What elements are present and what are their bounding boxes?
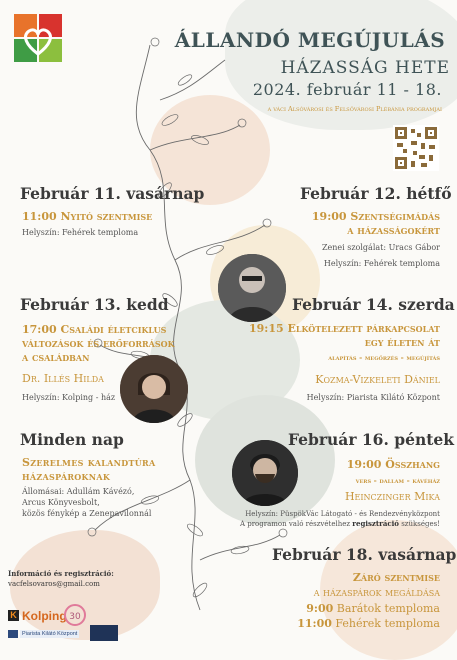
registration-suffix: szükséges! bbox=[401, 520, 440, 528]
feb14-day-heading: Február 14. szerda bbox=[292, 295, 455, 314]
speaker-photo-uracs bbox=[218, 254, 286, 322]
feb11-day-heading: Február 11. vasárnap bbox=[20, 184, 205, 203]
feb14-event-title-1: 19:15 Elkötelezett párkapcsolat bbox=[249, 322, 440, 335]
feb14-speaker: Kozma-Vizkeleti Dániel bbox=[315, 373, 440, 386]
feb13-speaker: Dr. Illés Hilda bbox=[22, 372, 104, 385]
mass2-time: 11:00 bbox=[297, 617, 332, 630]
feb14-location: Helyszín: Piarista Kilátó Központ bbox=[306, 393, 440, 402]
feb13-event-title-1: 17:00 Családi életciklus bbox=[22, 323, 167, 336]
feb16-day-heading: Február 16. péntek bbox=[288, 430, 454, 449]
puspokvac-logo-icon bbox=[90, 625, 118, 641]
feb16-registration-note bbox=[200, 519, 440, 529]
contact-email[interactable]: vacfelsovaros@gmail.com bbox=[8, 580, 100, 588]
daily-heading: Minden nap bbox=[20, 430, 124, 449]
piarista-wordmark: Piarista Kilátó Központ bbox=[22, 631, 78, 637]
feb12-location: Helyszín: Fehérek temploma bbox=[323, 259, 440, 268]
piarista-logo bbox=[8, 628, 79, 640]
feb16-tagline: vers - dallam - kávéház bbox=[355, 476, 440, 485]
feb18-day-heading: Február 18. vasárnap bbox=[272, 545, 457, 564]
poster-organizer: a váci Alsóvárosi és Felsővárosi Plébánia programjai bbox=[267, 105, 442, 113]
feb14-event-title-2: egy életen át bbox=[364, 336, 440, 349]
registration-word: regisztráció bbox=[352, 519, 399, 528]
feb18-event-subtitle: a házaspárok megáldása bbox=[313, 586, 440, 599]
daily-stations-1: Állomásai: Adullám Kávézó, bbox=[22, 487, 135, 496]
feb13-location: Helyszín: Kolping - ház bbox=[22, 393, 116, 402]
kolping-k-icon: K bbox=[8, 610, 19, 621]
mass2-place: Fehérek temploma bbox=[335, 617, 440, 630]
feb13-event-title-3: a családban bbox=[22, 351, 90, 364]
daily-stations-3: közös fénykép a Zenepavilonnál bbox=[22, 509, 152, 518]
feb13-day-heading: Február 13. kedd bbox=[20, 295, 169, 314]
mass1-place: Barátok temploma bbox=[336, 602, 440, 615]
feb12-event-title-2: a házasságokért bbox=[347, 224, 440, 237]
mass1-time: 9:00 bbox=[306, 602, 334, 615]
poster-title: ÁLLANDÓ MEGÚJULÁS bbox=[174, 28, 446, 52]
anniversary-badge-icon bbox=[64, 604, 86, 626]
feb16-location: Helyszín: PüspökVác Látogató - és Rendezvényközpont bbox=[245, 510, 440, 518]
feb14-tagline: alapítás - megőrzés - megújítás bbox=[328, 353, 440, 362]
poster-dates: 2024. február 11 - 18. bbox=[252, 80, 442, 99]
feb11-location: Helyszín: Fehérek temploma bbox=[22, 228, 139, 237]
feb18-mass-1 bbox=[280, 602, 440, 615]
feb12-day-heading: Február 12. hétfő bbox=[300, 184, 452, 203]
poster-subtitle: HÁZASSÁG HETE bbox=[280, 58, 450, 78]
daily-stations-2: Arcus Könyvesbolt, bbox=[22, 498, 100, 507]
parish-heart-logo bbox=[14, 14, 62, 62]
registration-prefix: A programon való részvételhez bbox=[239, 520, 351, 528]
feb13-event-title-2: változások és erőforrások bbox=[22, 337, 175, 350]
feb16-performer: Heinczinger Mika bbox=[344, 490, 440, 503]
feb18-mass-2 bbox=[280, 617, 440, 630]
daily-event-title-2: házaspároknak bbox=[22, 470, 111, 483]
performer-photo-heinczinger bbox=[232, 440, 298, 506]
contact-label: Információ és regisztráció: bbox=[8, 569, 114, 578]
feb12-music: Zenei szolgálat: Uracs Gábor bbox=[321, 243, 440, 252]
speaker-photo-illes bbox=[120, 355, 188, 423]
feb11-event-title: 11:00 Nyitó szentmise bbox=[22, 210, 153, 223]
feb12-event-title-1: 19:00 Szentségimádás bbox=[311, 210, 440, 223]
daily-event-title-1: Szerelmes kalandtúra bbox=[22, 456, 156, 469]
kolping-wordmark: Kolping bbox=[22, 609, 67, 623]
qr-code[interactable] bbox=[393, 125, 439, 171]
feb16-event-title: 19:00 Összhang bbox=[346, 458, 440, 471]
kolping-logo bbox=[8, 609, 67, 623]
svg-text:30: 30 bbox=[69, 612, 81, 622]
piarista-mark-icon bbox=[8, 630, 18, 638]
feb18-event-title: Záró szentmise bbox=[352, 571, 440, 584]
